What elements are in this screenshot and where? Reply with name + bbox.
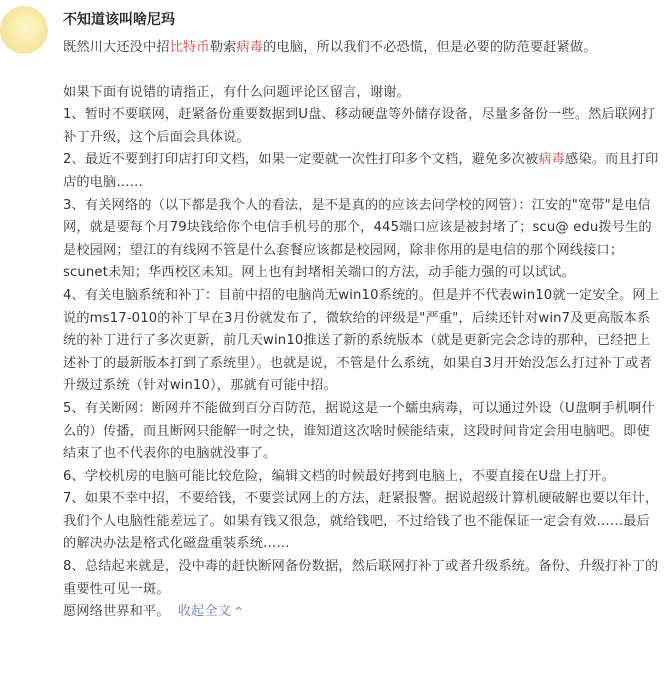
- item-7: 7、如果不幸中招，不要给钱，不要尝试网上的方法，赶紧报警。据说超级计算机硬破解也要以年计，我们个人电脑性能差远了。如果有钱又很急，就给钱吧，不过给钱了也不能保证一定会有效……最后的解决办法是格式化磁盘重装系统……: [63, 491, 659, 552]
- item-2-text-2: 感染。而且打印店的电脑……: [63, 152, 659, 190]
- preface-paragraph: 如果下面有说错的请指正，有什么问题评论区留言，谢谢。: [63, 84, 410, 100]
- virus-link[interactable]: 病毒: [236, 40, 264, 55]
- item-1: 1、暂时不要联网，赶紧备份重要数据到U盘、移动硬盘等外储存设备，尽量多备份一些。然后联网打补丁升级，这个后面会具体说。: [63, 107, 655, 145]
- closing-line: [63, 601, 663, 624]
- item-5: 5、有关断网：断网并不能做到百分百防范，据说这是一个蠕虫病毒，可以通过外设（U盘啊手机啊什么的）传播，而且断网只能解一时之快，谁知道这次啥时候能结束，这段时间肯定会用电脑吧。即使结束了也不代表你的电脑就没事了。: [63, 400, 655, 462]
- intro-paragraph: [63, 37, 663, 60]
- item-2-text-1: 2、最近不要到打印店打印文档，如果一定要就一次性打印多个文档，避免多次被: [63, 152, 539, 168]
- item-4: 4、有关电脑系统和补丁：目前中招的电脑尚无win10系统的。但是并不代表win10就一定安全。网上说的ms17-010的补丁早在3月份就发布了，微软给的评级是"严重"，后续还针对win7及更高版本系统的补丁进行了多次更新，前几天win10推送了新的系统版本（就是更新完会念诗的那种，已经把上述补丁的最新版本打到了系统里）。也就是说，不管是什么系统，如果自3月开始没怎么打过补丁或者升级过系统（针对win10），那就有可能中招。: [63, 287, 660, 394]
- item-6: 6、学校机房的电脑可能比较危险，编辑文档的时候最好拷到电脑上，不要直接在U盘上打开。: [63, 468, 615, 484]
- intro-text-3: 的电脑，所以我们不必恐慌，但是必要的防范要赶紧做。: [263, 40, 597, 55]
- chevron-up-icon: ^: [234, 605, 244, 619]
- post-body: [63, 37, 663, 624]
- item-8: 8、总结起来就是，没中毒的赶快断网备份数据，然后联网打补丁或者升级系统。备份、升级打补丁的重要性可见一斑。: [63, 559, 659, 597]
- closing-text: 愿网络世界和平。: [63, 604, 170, 620]
- item-2: [63, 149, 663, 194]
- intro-text-1: 既然川大还没中招: [63, 40, 170, 55]
- virus-link-2[interactable]: 病毒: [538, 152, 566, 168]
- intro-text-2: 勒索: [209, 40, 237, 55]
- username[interactable]: 不知道该叫啥尼玛: [63, 12, 175, 28]
- collapse-label: 收起全文: [177, 604, 232, 620]
- avatar[interactable]: [0, 6, 48, 54]
- item-3: 3、有关网络的（以下都是我个人的看法，是不是真的的应该去问学校的网管）：江安的"宽带"是电信网，就是要每个月79块钱给你个电信手机号的那个，445端口应该是被封堵了；scu@ edu拨号生的是校园网；望江的有线网不管是什么套餐应该都是校园网，除非你用的是电信的那个网线接口；scunet未知；华西校区未知。网上也有封堵相关端口的方法，动手能力强的可以试试。: [63, 197, 652, 281]
- collapse-button[interactable]: [178, 604, 244, 619]
- bitcoin-link[interactable]: 比特币: [169, 40, 210, 55]
- blank-line: [63, 60, 663, 82]
